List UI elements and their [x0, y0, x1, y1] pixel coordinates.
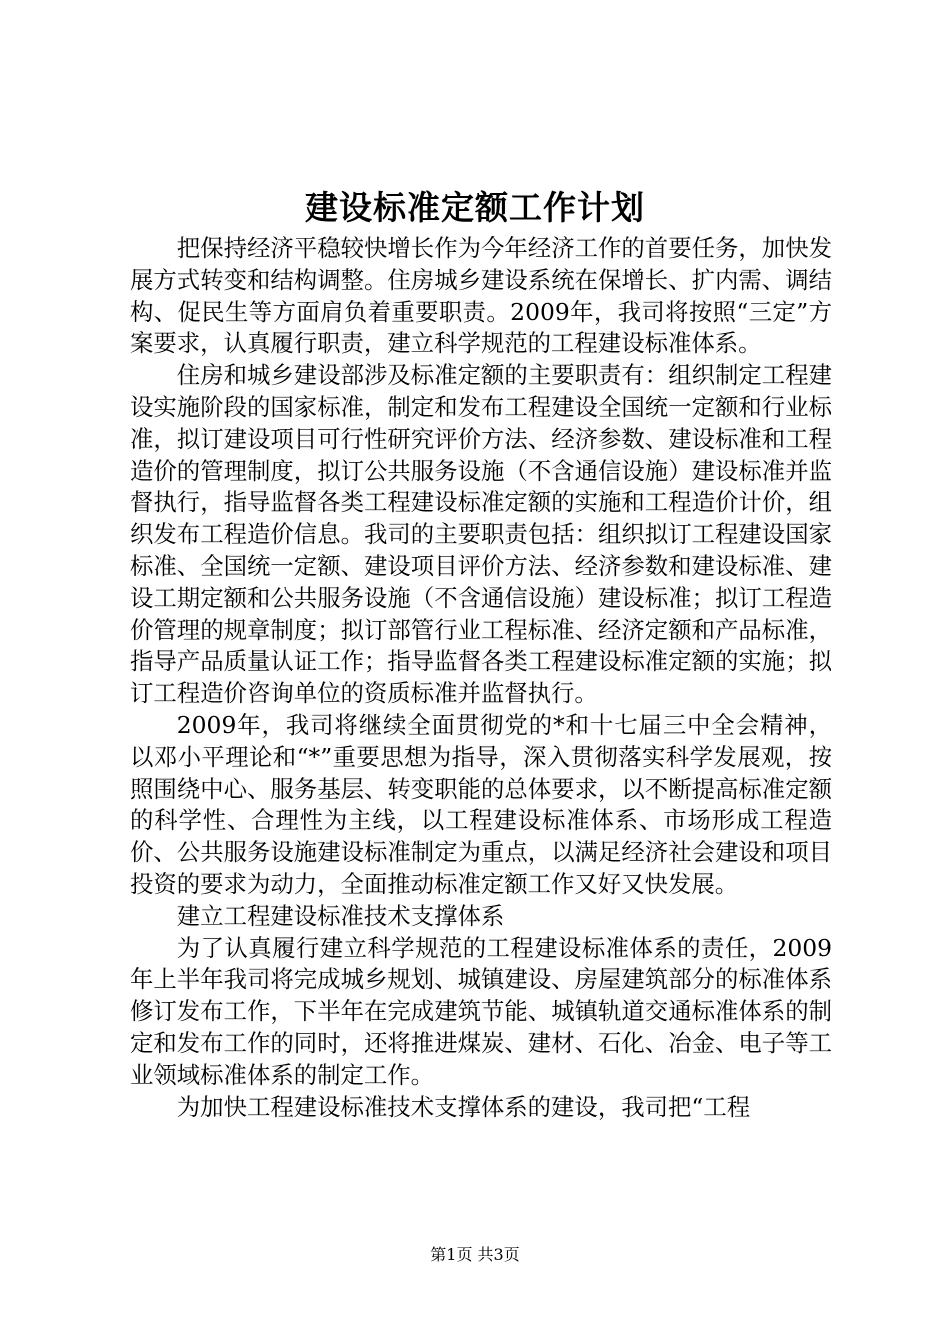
- section-heading: 建立工程建设标准技术支撑体系: [176, 901, 505, 930]
- paragraph-5: 为加快工程建设标准技术支撑体系的建设，我司把“工程: [176, 1092, 751, 1121]
- paragraph-3: 2009年，我司将继续全面贯彻党的*和十七届三中全会精神，以邓小平理论和“*”重要思想为指导，深入贯彻落实科学发展观，按照围绕中心、服务基层、转变职能的总体要求，以不断提高标准定额的科学性、合理性为主线，以工程建设标准体系、市场形成工程造价、公共服务设施建设标准制定为重点，以满足经济社会建设和项目投资的要求为动力，全面推动标准定额工作又好又快发展。: [130, 710, 832, 898]
- paragraph-1: 把保持经济平稳较快增长作为今年经济工作的首要任务，加快发展方式转变和结构调整。住房城乡建设系统在保增长、扩内需、调结构、促民生等方面肩负着重要职责。2009年，我司将按照“三定”方案要求，认真履行职责，建立科学规范的工程建设标准体系。: [130, 234, 832, 358]
- document-body: [130, 233, 832, 1123]
- document-title: 建设标准定额工作计划: [305, 188, 645, 227]
- page-footer: 第1页 共3页: [430, 1245, 520, 1264]
- paragraph-4: 为了认真履行建立科学规范的工程建设标准体系的责任，2009年上半年我司将完成城乡规划、城镇建设、房屋建筑部分的标准体系修订发布工作，下半年在完成建筑节能、城镇轨道交通标准体系的制定和发布工作的同时，还将推进煤炭、建材、石化、冶金、电子等工业领域标准体系的制定工作。: [130, 933, 832, 1089]
- paragraph-2: 住房和城乡建设部涉及标准定额的主要职责有：组织制定工程建设实施阶段的国家标准，制定和发布工程建设全国统一定额和行业标准，拟订建设项目可行性研究评价方法、经济参数、建设标准和工程造价的管理制度，拟订公共服务设施（不含通信设施）建设标准并监督执行，指导监督各类工程建设标准定额的实施和工程造价计价，组织发布工程造价信息。我司的主要职责包括：组织拟订工程建设国家标准、全国统一定额、建设项目评价方法、经济参数和建设标准、建设工期定额和公共服务设施（不含通信设施）建设标准；拟订工程造价管理的规章制度；拟订部管行业工程标准、经济定额和产品标准，指导产品质量认证工作；指导监督各类工程建设标准定额的实施；拟订工程造价咨询单位的资质标准并监督执行。: [130, 361, 832, 708]
